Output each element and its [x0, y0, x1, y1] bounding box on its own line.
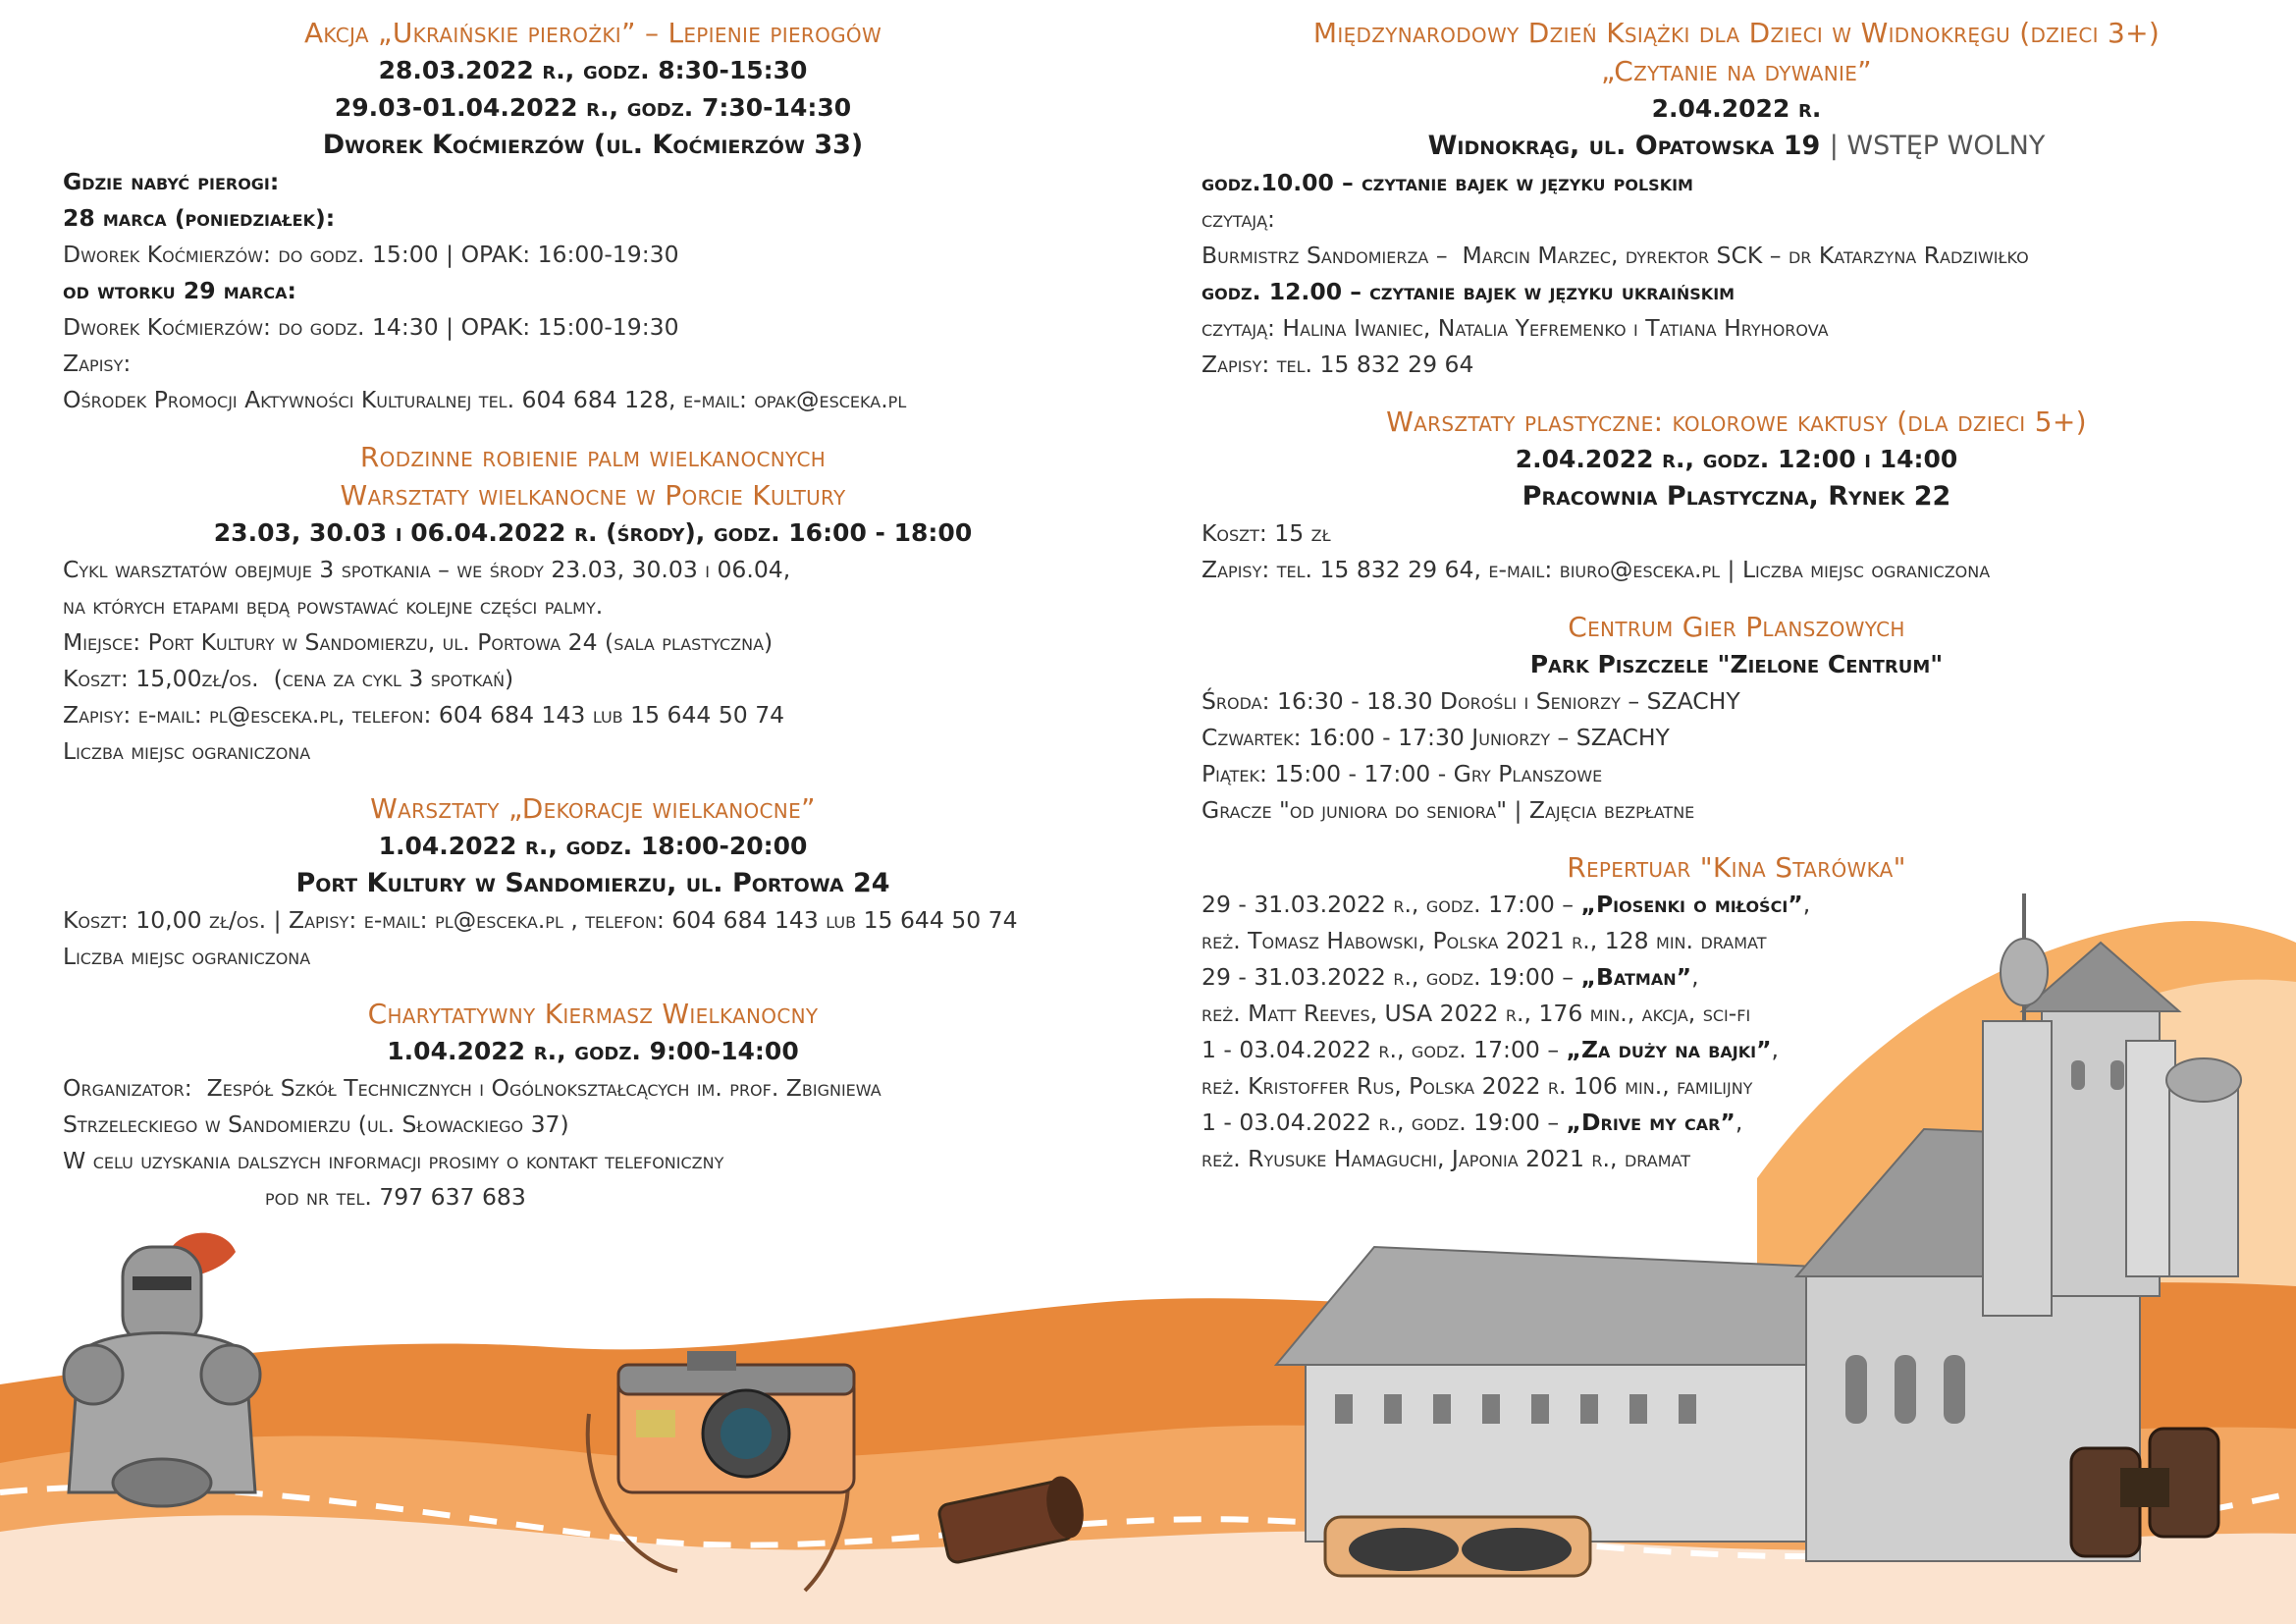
event-date: 2.04.2022 r., godz. 12:00 i 14:00 — [1515, 445, 1958, 473]
event-place: Park Piszczele "Zielone Centrum" — [1529, 650, 1944, 678]
sunglasses-icon — [1325, 1517, 1590, 1576]
event-title: Warsztaty plastyczne: kolorowe kaktusy (dla dzieci 5+) — [1386, 406, 2087, 438]
event-kino — [1201, 848, 2271, 1177]
event-date: 1.04.2022 r., godz. 9:00-14:00 — [387, 1037, 799, 1065]
right-column — [1201, 14, 2271, 1197]
event-pierozki — [63, 14, 1123, 418]
info-text: Gracze "od juniora do seniora" | Zajęcia bezpłatne — [1201, 796, 1695, 824]
info-text: Dworek Koćmierzów: do godz. 14:30 | OPAK: 15:00-19:30 — [63, 313, 679, 341]
info-text: Zapisy: tel. 15 832 29 64 — [1201, 351, 1474, 378]
movie-when: 1 - 03.04.2022 r., godz. 17:00 – „Za duży na bajki”, — [1201, 1036, 1780, 1063]
info-text: Koszt: 15 zł — [1201, 519, 1331, 547]
info-text: Środa: 16:30 - 18.30 Dorośli i Seniorzy – SZACHY — [1201, 687, 1740, 715]
info-text: W celu uzyskania dalszych informacji prosimy o kontakt telefoniczny — [63, 1147, 724, 1174]
event-date: 28.03.2022 r., godz. 8:30-15:30 — [378, 56, 808, 84]
info-text: Zapisy: tel. 15 832 29 64, e-mail: biuro@esceka.pl | Liczba miejsc ograniczona — [1201, 556, 1991, 583]
event-kiermasz — [63, 995, 1123, 1216]
info-label: Zapisy: — [63, 350, 132, 377]
event-gry — [1201, 608, 2271, 829]
movie-details: reż. Matt Reeves, USA 2022 r., 176 min., akcja, sci-fi — [1201, 1000, 1751, 1027]
info-label: czytają: — [1201, 205, 1275, 233]
info-text: Piątek: 15:00 - 17:00 - Gry Planszowe — [1201, 760, 1603, 787]
event-title: Repertuar "Kina Starówka" — [1567, 851, 1906, 884]
left-column — [63, 14, 1123, 1235]
movie-when: 29 - 31.03.2022 r., godz. 17:00 – „Piosenki o miłości”, — [1201, 891, 1811, 918]
movie-list — [1201, 887, 2271, 1177]
event-dekoracje — [63, 789, 1123, 975]
info-label: od wtorku 29 marca: — [63, 277, 296, 304]
info-text: Miejsce: Port Kultury w Sandomierzu, ul. Portowa 24 (sala plastyczna) — [63, 628, 774, 656]
movie-title: „Batman” — [1580, 963, 1692, 991]
event-date: 23.03, 30.03 i 06.04.2022 r. (środy), godz. 16:00 - 18:00 — [213, 518, 973, 547]
event-palmy — [63, 438, 1123, 770]
event-title: Warsztaty „Dekoracje wielkanocne” — [370, 792, 816, 825]
info-text: na których etapami będą powstawać kolejne części palmy. — [63, 592, 604, 620]
event-place: Port Kultury w Sandomierzu, ul. Portowa 24 — [295, 868, 890, 898]
movie-title: „Za duży na bajki” — [1566, 1036, 1772, 1063]
movie-time: 1 - 03.04.2022 r., godz. 19:00 – — [1201, 1109, 1567, 1136]
movie-details: reż. Kristoffer Rus, Polska 2022 r. 106 min., familijny — [1201, 1072, 1753, 1100]
info-text: Organizator: Zespół Szkół Technicznych i Ogólnokształcących im. prof. Zbigniewa — [63, 1074, 881, 1102]
event-title: Międzynarodowy Dzień Książki dla Dzieci w Widnokręgu (dzieci 3+) — [1312, 17, 2161, 49]
info-text: Koszt: 15,00zł/os. (cena za cykl 3 spotkań) — [63, 665, 514, 692]
info-text: Czwartek: 16:00 - 17:30 Juniorzy – SZACHY — [1201, 724, 1670, 751]
info-text: Cykl warsztatów obejmuje 3 spotkania – we środy 23.03, 30.03 i 06.04, — [63, 556, 791, 583]
knight-icon — [64, 1233, 260, 1506]
info-text: pod nr tel. 797 637 683 — [265, 1183, 526, 1211]
event-kaktusy — [1201, 403, 2271, 588]
info-label: Gdzie nabyć pierogi: — [63, 168, 280, 195]
movie-details: reż. Tomasz Habowski, Polska 2021 r., 128 min. dramat — [1201, 927, 1767, 954]
info-text: czytają: Halina Iwaniec, Natalia Yefremenko i Tatiana Hryhorova — [1201, 314, 1829, 342]
session-label: godz. 12.00 – czytanie bajek w języku ukraińskim — [1201, 278, 1735, 305]
free-entry: | WSTĘP WOLNY — [1829, 131, 2046, 161]
info-text: Burmistrz Sandomierza – Marcin Marzec, dyrektor SCK – dr Katarzyna Radziwiłko — [1201, 242, 2029, 269]
event-place-row — [1201, 128, 2271, 165]
event-place: Widnokrąg, ul. Opatowska 19 — [1427, 131, 1821, 161]
info-text: Dworek Koćmierzów: do godz. 15:00 | OPAK: 16:00-19:30 — [63, 241, 679, 268]
movie-title: „Drive my car” — [1566, 1109, 1735, 1136]
event-date: 29.03-01.04.2022 r., godz. 7:30-14:30 — [334, 93, 852, 122]
movie-details: reż. Ryusuke Hamaguchi, Japonia 2021 r., dramat — [1201, 1145, 1690, 1172]
event-place: Pracownia Plastyczna, Rynek 22 — [1522, 481, 1951, 512]
info-label: 28 marca (poniedziałek): — [63, 204, 336, 232]
info-text: Liczba miejsc ograniczona — [63, 737, 311, 765]
event-title: Rodzinne robienie palm wielkanocnych — [359, 441, 827, 473]
movie-when: 1 - 03.04.2022 r., godz. 19:00 – „Drive my car”, — [1201, 1109, 1743, 1136]
event-subtitle: Warsztaty wielkanocne w Porcie Kultury — [340, 479, 846, 512]
session-label: godz.10.00 – czytanie bajek w języku polskim — [1201, 169, 1693, 196]
event-title: Centrum Gier Planszowych — [1568, 611, 1905, 643]
event-place: Dworek Koćmierzów (ul. Koćmierzów 33) — [322, 130, 864, 160]
movie-time: 29 - 31.03.2022 r., godz. 19:00 – — [1201, 963, 1581, 991]
info-text: Zapisy: e-mail: pl@esceka.pl, telefon: 604 684 143 lub 15 644 50 74 — [63, 701, 785, 729]
info-text: Liczba miejsc ograniczona — [63, 943, 311, 970]
movie-time: 1 - 03.04.2022 r., godz. 17:00 – — [1201, 1036, 1567, 1063]
event-date: 2.04.2022 r. — [1651, 94, 1822, 123]
movie-time: 29 - 31.03.2022 r., godz. 17:00 – — [1201, 891, 1581, 918]
info-text: Strzeleckiego w Sandomierzu (ul. Słowackiego 37) — [63, 1110, 569, 1138]
event-date: 1.04.2022 r., godz. 18:00-20:00 — [378, 832, 808, 860]
movie-title: „Piosenki o miłości” — [1580, 891, 1803, 918]
event-title: Charytatywny Kiermasz Wielkanocny — [367, 998, 819, 1030]
event-ksiazka — [1201, 14, 2271, 383]
info-text: Ośrodek Promocji Aktywności Kulturalnej tel. 604 684 128, e-mail: opak@esceka.pl — [63, 386, 907, 413]
event-subtitle: „Czytanie na dywanie” — [1601, 55, 1872, 87]
movie-when: 29 - 31.03.2022 r., godz. 19:00 – „Batman”, — [1201, 963, 1699, 991]
event-title: Akcja „Ukraińskie pierożki” – Lepienie pierogów — [303, 17, 882, 49]
info-text: Koszt: 10,00 zł/os. | Zapisy: e-mail: pl@esceka.pl , telefon: 604 684 143 lub 15 644 50 74 — [63, 906, 1018, 934]
